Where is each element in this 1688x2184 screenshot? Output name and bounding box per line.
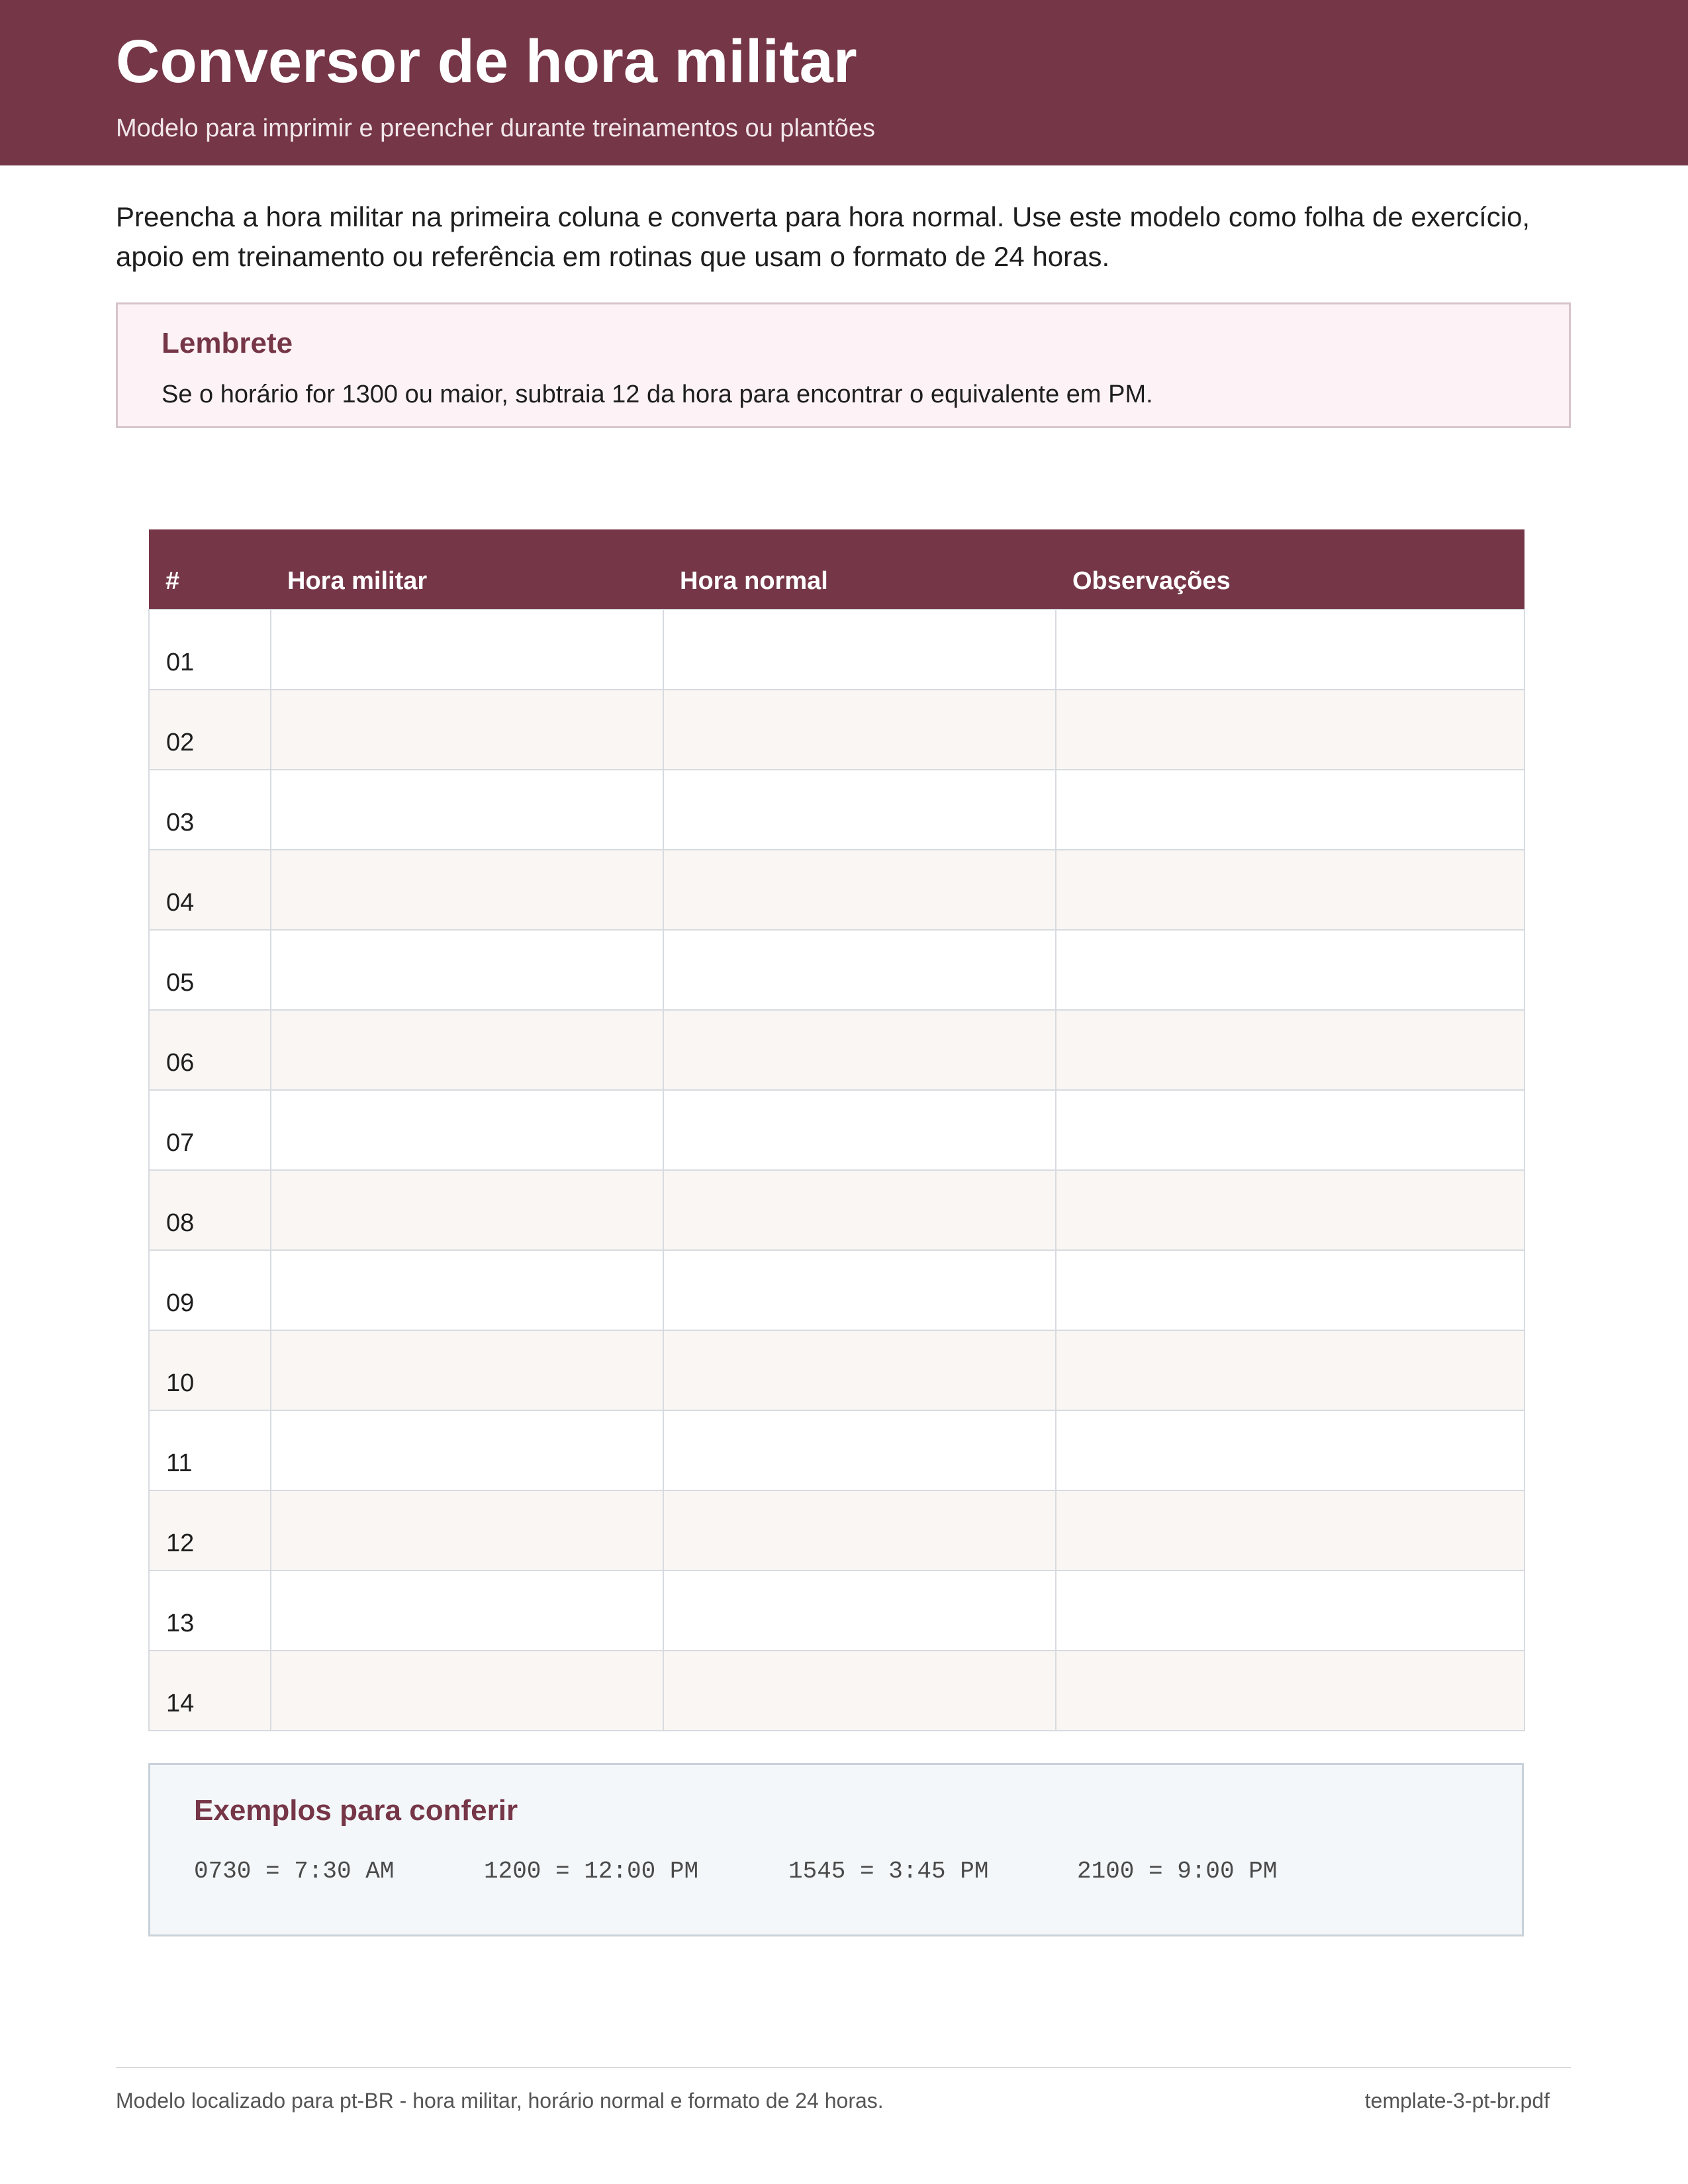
table-row xyxy=(149,930,1524,1010)
examples-box xyxy=(148,1763,1524,1936)
notes-cell[interactable] xyxy=(1056,930,1524,1010)
normal-time-cell[interactable] xyxy=(663,1410,1056,1490)
row-number: 04 xyxy=(149,850,271,930)
intro-paragraph: Preencha a hora militar na primeira coluna e converta para hora normal. Use este modelo como folha de exercício, apoio em treinamento ou referência em rotinas que usam o formato de 24 horas. xyxy=(116,201,1530,272)
row-number: 09 xyxy=(149,1250,271,1330)
page-title: Conversor de hora militar xyxy=(116,28,857,95)
table-row xyxy=(149,690,1524,770)
notes-cell[interactable] xyxy=(1056,610,1524,690)
normal-time-cell[interactable] xyxy=(663,1170,1056,1250)
row-number: 03 xyxy=(149,770,271,850)
military-time-cell[interactable] xyxy=(271,690,663,770)
military-time-cell[interactable] xyxy=(271,610,663,690)
military-time-cell[interactable] xyxy=(271,1330,663,1410)
table-row xyxy=(149,1330,1524,1410)
example-item: 2100 = 9:00 PM xyxy=(1077,1858,1278,1885)
notes-cell[interactable] xyxy=(1056,1570,1524,1651)
example-item: 0730 = 7:30 AM xyxy=(194,1858,395,1885)
military-time-cell[interactable] xyxy=(271,850,663,930)
military-time-cell[interactable] xyxy=(271,1170,663,1250)
column-header-normal-time: Hora normal xyxy=(663,529,1056,610)
conversion-table xyxy=(148,529,1525,1731)
normal-time-cell[interactable] xyxy=(663,1651,1056,1731)
reminder-text: Se o horário for 1300 ou maior, subtraia 12 da hora para encontrar o equivalente em PM. xyxy=(162,381,1153,408)
normal-time-cell[interactable] xyxy=(663,1090,1056,1170)
page-subtitle: Modelo para imprimir e preencher durante treinamentos ou plantões xyxy=(116,114,875,142)
table-row xyxy=(149,850,1524,930)
notes-cell[interactable] xyxy=(1056,1330,1524,1410)
column-header-notes: Observações xyxy=(1056,529,1524,610)
row-number: 12 xyxy=(149,1490,271,1570)
footer-divider xyxy=(116,2067,1571,2068)
table-row xyxy=(149,1651,1524,1731)
table-row xyxy=(149,1490,1524,1570)
row-number: 02 xyxy=(149,690,271,770)
normal-time-cell[interactable] xyxy=(663,850,1056,930)
row-number: 05 xyxy=(149,930,271,1010)
military-time-cell[interactable] xyxy=(271,1651,663,1731)
row-number: 07 xyxy=(149,1090,271,1170)
row-number: 14 xyxy=(149,1651,271,1731)
row-number: 13 xyxy=(149,1570,271,1651)
notes-cell[interactable] xyxy=(1056,690,1524,770)
military-time-cell[interactable] xyxy=(271,1090,663,1170)
notes-cell[interactable] xyxy=(1056,1410,1524,1490)
column-header-military-time: Hora militar xyxy=(271,529,663,610)
notes-cell[interactable] xyxy=(1056,1250,1524,1330)
normal-time-cell[interactable] xyxy=(663,1490,1056,1570)
table-header-row xyxy=(149,529,1524,610)
reminder-box xyxy=(116,302,1571,428)
notes-cell[interactable] xyxy=(1056,1170,1524,1250)
row-number: 08 xyxy=(149,1170,271,1250)
military-time-cell[interactable] xyxy=(271,1570,663,1651)
normal-time-cell[interactable] xyxy=(663,1570,1056,1651)
footer-filename: template-3-pt-br.pdf xyxy=(1364,2089,1550,2113)
row-number: 11 xyxy=(149,1410,271,1490)
table-row xyxy=(149,770,1524,850)
row-number: 10 xyxy=(149,1330,271,1410)
table-row xyxy=(149,1010,1524,1090)
table-row xyxy=(149,1570,1524,1651)
normal-time-cell[interactable] xyxy=(663,1330,1056,1410)
military-time-cell[interactable] xyxy=(271,770,663,850)
military-time-cell[interactable] xyxy=(271,1490,663,1570)
notes-cell[interactable] xyxy=(1056,1010,1524,1090)
normal-time-cell[interactable] xyxy=(663,610,1056,690)
notes-cell[interactable] xyxy=(1056,1090,1524,1170)
military-time-cell[interactable] xyxy=(271,1250,663,1330)
column-header-number: # xyxy=(149,529,271,610)
footer-note: Modelo localizado para pt-BR - hora militar, horário normal e formato de 24 horas. xyxy=(116,2089,884,2113)
examples-title: Exemplos para conferir xyxy=(194,1794,518,1827)
normal-time-cell[interactable] xyxy=(663,930,1056,1010)
notes-cell[interactable] xyxy=(1056,770,1524,850)
military-time-cell[interactable] xyxy=(271,930,663,1010)
example-item: 1545 = 3:45 PM xyxy=(788,1858,989,1885)
table-row xyxy=(149,1170,1524,1250)
table-row xyxy=(149,1410,1524,1490)
row-number: 01 xyxy=(149,610,271,690)
notes-cell[interactable] xyxy=(1056,1490,1524,1570)
table-row xyxy=(149,1250,1524,1330)
page-header xyxy=(0,0,1688,165)
military-time-cell[interactable] xyxy=(271,1410,663,1490)
military-time-cell[interactable] xyxy=(271,1010,663,1090)
example-item: 1200 = 12:00 PM xyxy=(484,1858,699,1885)
normal-time-cell[interactable] xyxy=(663,770,1056,850)
normal-time-cell[interactable] xyxy=(663,1010,1056,1090)
notes-cell[interactable] xyxy=(1056,850,1524,930)
normal-time-cell[interactable] xyxy=(663,1250,1056,1330)
row-number: 06 xyxy=(149,1010,271,1090)
reminder-title: Lembrete xyxy=(162,327,293,359)
table-row xyxy=(149,610,1524,690)
normal-time-cell[interactable] xyxy=(663,690,1056,770)
notes-cell[interactable] xyxy=(1056,1651,1524,1731)
table-row xyxy=(149,1090,1524,1170)
